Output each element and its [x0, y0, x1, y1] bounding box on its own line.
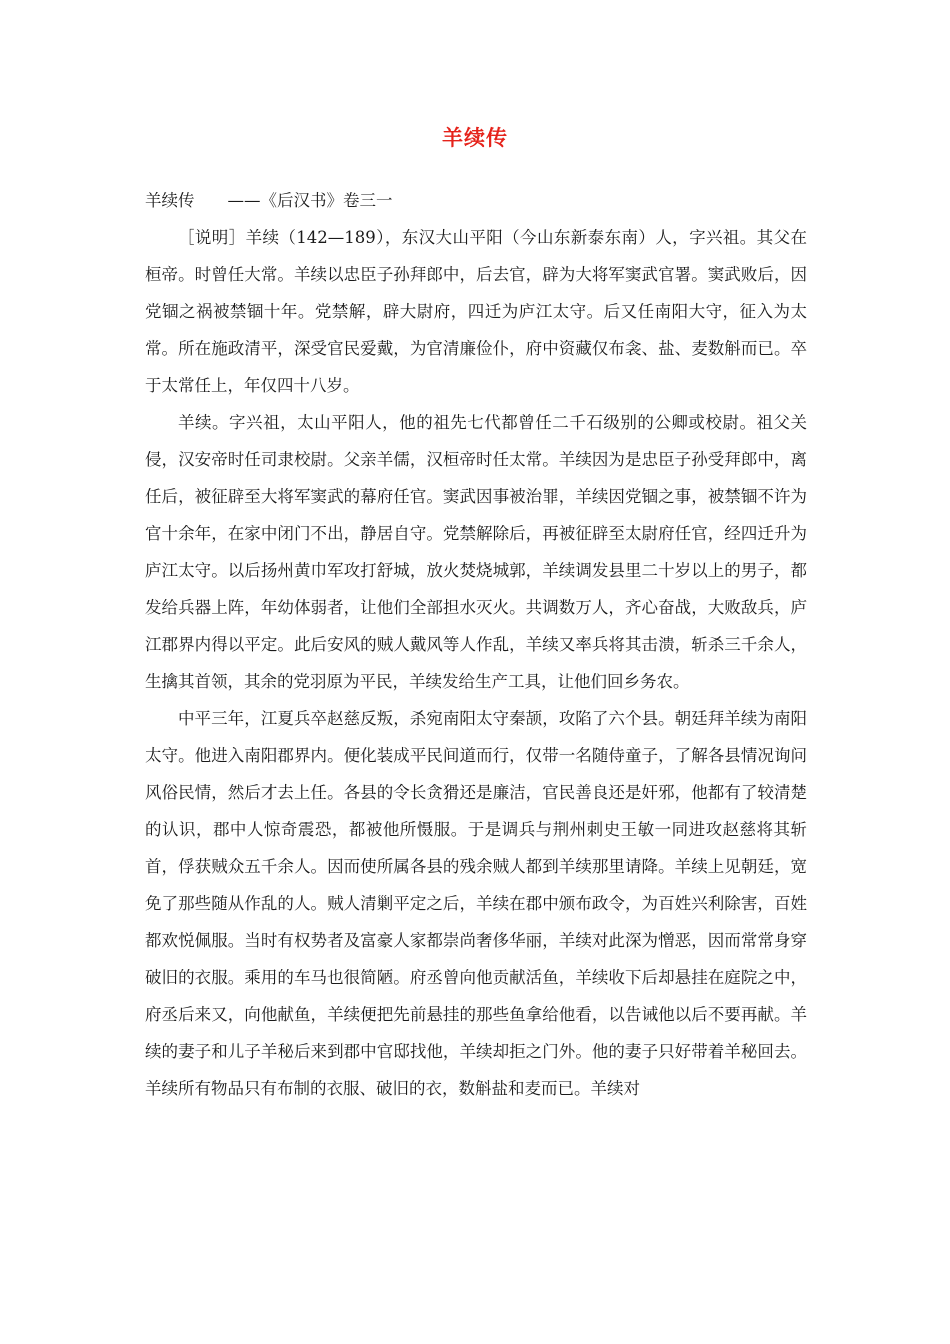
paragraph-nanyang: 中平三年，江夏兵卒赵慈反叛，杀宛南阳太守秦颉，攻陷了六个县。朝廷拜羊续为南阳太守。他进入南阳郡界内。便化装成平民间道而行，仅带一名随侍童子，了解各县情况询问风俗民情，然后才去上任。各县的令长贪猾还是廉洁，官民善良还是奸邪，他都有了较清楚的认识，郡中人惊奇震恐，都被他所慑服。于是调兵与荆州刺史王敏一同进攻赵慈将其斩首，俘获贼众五千余人。因而使所属各县的残余贼人都到羊续那里请降。羊续上见朝廷，宽免了那些随从作乱的人。贼人清剿平定之后，羊续在郡中颁布政令，为百姓兴利除害，百姓都欢悦佩服。当时有权势者及富豪人家都崇尚奢侈华丽，羊续对此深为憎恶，因而常常身穿破旧的衣服。乘用的车马也很简陋。府丞曾向他贡献活鱼，羊续收下后却悬挂在庭院之中，府丞后来又，向他献鱼，羊续便把先前悬挂的那些鱼拿给他看，以告诫他以后不要再献。羊续的妻子和儿子羊秘后来到郡中官邸找他，羊续却拒之门外。他的妻子只好带着羊秘回去。羊续所有物品只有布制的衣服、破旧的衣，数斛盐和麦而已。羊续对	[145, 709, 807, 1098]
document-body	[145, 182, 807, 1107]
page-title: 羊续传	[442, 125, 508, 150]
document-subtitle: 羊续传 ——《后汉书》卷三一	[145, 191, 393, 210]
paragraph-biography: 羊续。字兴祖，太山平阳人，他的祖先七代都曾任二千石级别的公卿或校尉。祖父关侵，汉安帝时任司隶校尉。父亲羊儒，汉桓帝时任太常。羊续因为是忠臣子孙受拜郎中，离任后，被征辟至大将军窦武的幕府任官。窦武因事被治罪，羊续因党锢之事，被禁锢不许为官十余年，在家中闭门不出，静居自守。党禁解除后，再被征辟至太尉府任官，经四迁升为庐江太守。以后扬州黄巾军攻打舒城，放火焚烧城郭，羊续调发县里二十岁以上的男子，都发给兵器上阵，年幼体弱者，让他们全部担水灭火。共调数万人，齐心奋战，大败敌兵，庐江郡界内得以平定。此后安风的贼人戴风等人作乱，羊续又率兵将其击溃，斩杀三千余人，生擒其首领，其余的党羽原为平民，羊续发给生产工具，让他们回乡务农。	[145, 413, 807, 691]
paragraph-intro: ［说明］羊续（142—189），东汉大山平阳（今山东新泰东南）人，字兴祖。其父在桓帝。时曾任大常。羊续以忠臣子孙拜郎中，后去官，辟为大将军窦武官署。窦武败后，因党锢之祸被禁锢十年。党禁解，辟大尉府，四迁为庐江太守。后又任南阳大守，征入为太常。所在施政清平，深受官民爱戴，为官清廉俭仆，府中资藏仅布衾、盐、麦数斛而已。卒于太常任上，年仅四十八岁。	[145, 228, 807, 395]
